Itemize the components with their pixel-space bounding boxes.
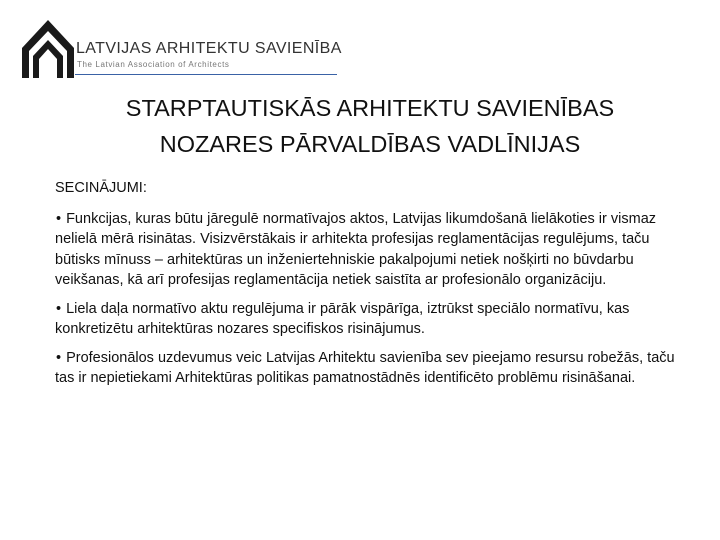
organization-name: LATVIJAS ARHITEKTU SAVIENĪBA bbox=[76, 40, 342, 57]
bullet-marker: • bbox=[56, 349, 62, 366]
page-title bbox=[60, 90, 680, 162]
logo-divider bbox=[75, 74, 337, 75]
list-item-text: Profesionālos uzdevumus veic Latvijas Arhitektu savienība sev pieejamo resursu robežās, taču tas ir nepietiekami Arhitektūras politikas pamatnostādnēs identificēto problēmu risināšanai. bbox=[55, 349, 675, 386]
list-item bbox=[55, 348, 685, 389]
house-roof-icon bbox=[22, 18, 74, 78]
bullet-marker: • bbox=[56, 210, 62, 227]
list-item bbox=[55, 299, 685, 340]
title-line-2: NOZARES PĀRVALDĪBAS VADLĪNIJAS bbox=[159, 131, 581, 157]
list-item bbox=[55, 209, 685, 291]
list-item-text: Funkcijas, kuras būtu jāregulē normatīvajos aktos, Latvijas likumdošanā lielākoties ir vismaz nelielā mērā risinātas. Visizvērstākais ir arhitekta profesijas reglamentācijas regulējums, taču būtisks mīnuss – arhitektūras un inženiertehniskie pakalpojumi netiek nošķirti no būvdarbu veikšanas, kā arī profesijas reglamentācija netiek saistīta ar profesionālo organizāciju. bbox=[55, 210, 657, 288]
organization-logo bbox=[22, 18, 352, 78]
conclusions-section bbox=[55, 178, 685, 397]
list-item-text: Liela daļa normatīvo aktu regulējuma ir pārāk vispārīga, iztrūkst speciālo normatīvu, kas konkretizētu arhitektūras nozares specifiskos risinājumus. bbox=[55, 300, 630, 337]
conclusions-list bbox=[55, 209, 685, 389]
bullet-marker: • bbox=[56, 300, 62, 317]
title-line-1: STARPTAUTISKĀS ARHITEKTU SAVIENĪBAS bbox=[125, 95, 615, 121]
organization-tagline: The Latvian Association of Architects bbox=[77, 60, 230, 69]
section-heading: SECINĀJUMI: bbox=[55, 180, 147, 196]
